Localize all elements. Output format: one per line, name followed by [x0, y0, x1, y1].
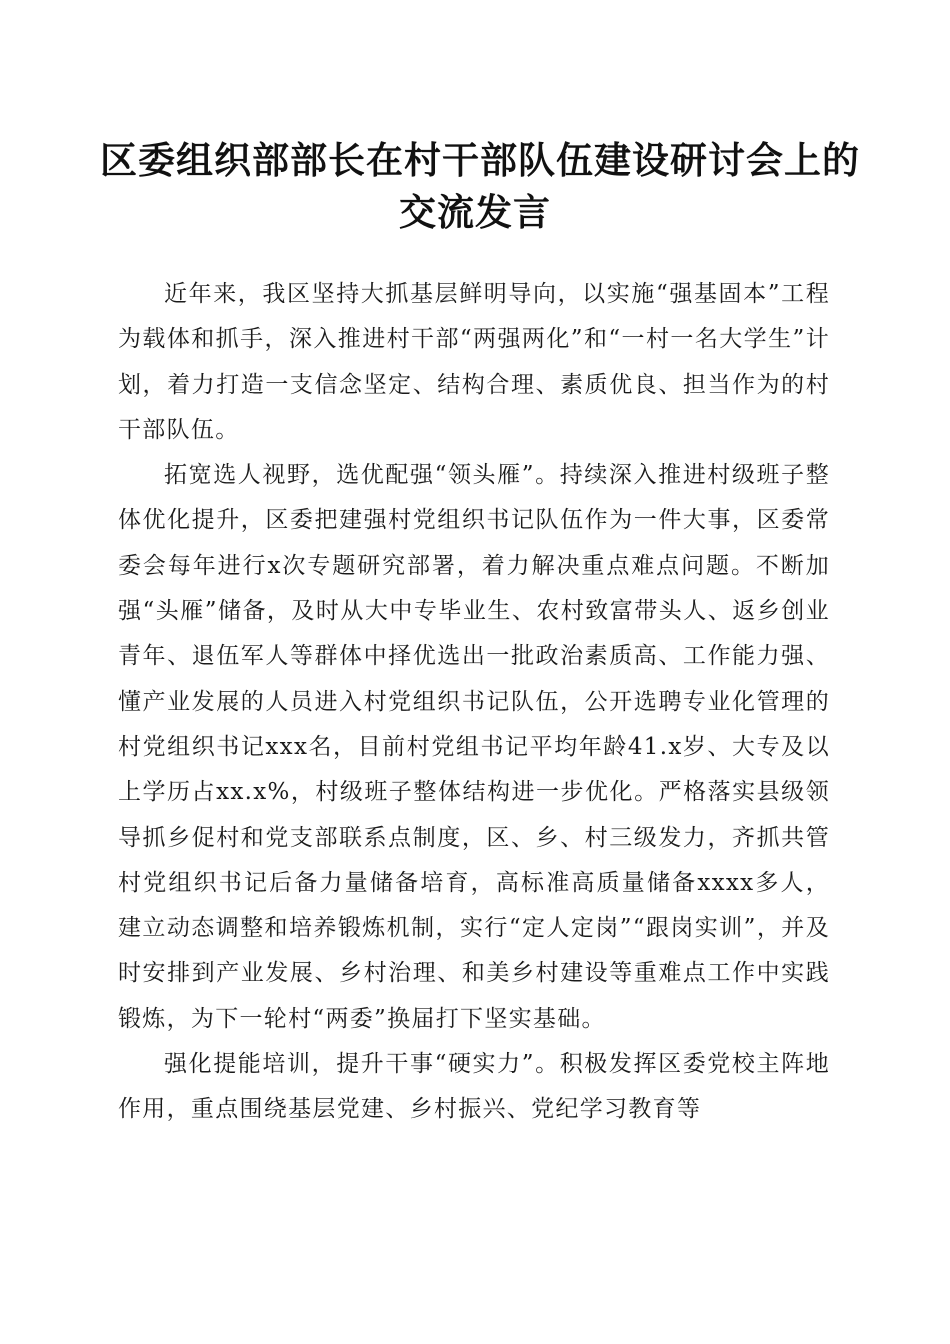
paragraph-section-1: 拓宽选人视野，选优配强“领头雁”。持续深入推进村级班子整体优化提升，区委把建强村党组织书记队伍作为一件大事，区委常委会每年进行x次专题研究部署，着力解决重点难点问题。不断加强“头雁”储备，及时从大中专毕业生、农村致富带头人、返乡创业青年、退伍军人等群体中择优选出一批政治素质高、工作能力强、懂产业发展的人员进入村党组织书记队伍，公开选聘专业化管理的村党组织书记xxx名，目前村党组书记平均年龄41.x岁、大专及以上学历占xx.x%，村级班子整体结构进一步优化。严格落实县级领导抓乡促村和党支部联系点制度，区、乡、村三级发力，齐抓共管村党组织书记后备力量储备培育，高标准高质量储备xxxx多人，建立动态调整和培养锻炼机制，实行“定人定岗”“跟岗实训”，并及时安排到产业发展、乡村治理、和美乡村建设等重难点工作中实践锻炼，为下一轮村“两委”换届打下坚实基础。: [118, 462, 830, 1032]
document-title: [100, 134, 860, 238]
title-line-1: 区委组织部部长在村干部队伍建设研讨会上的: [100, 138, 860, 182]
paragraph-intro: 近年来，我区坚持大抓基层鲜明导向，以实施“强基固本”工程为载体和抓手，深入推进村干部“两强两化”和“一村一名大学生”计划，着力打造一支信念坚定、结构合理、素质优良、担当作为的村干部队伍。: [118, 281, 830, 443]
title-line-2: 交流发言: [399, 190, 551, 234]
document-body: [118, 272, 830, 1133]
paragraph-section-2: 强化提能培训，提升干事“硬实力”。积极发挥区委党校主阵地作用，重点围绕基层党建、乡村振兴、党纪学习教育等: [118, 1051, 830, 1123]
